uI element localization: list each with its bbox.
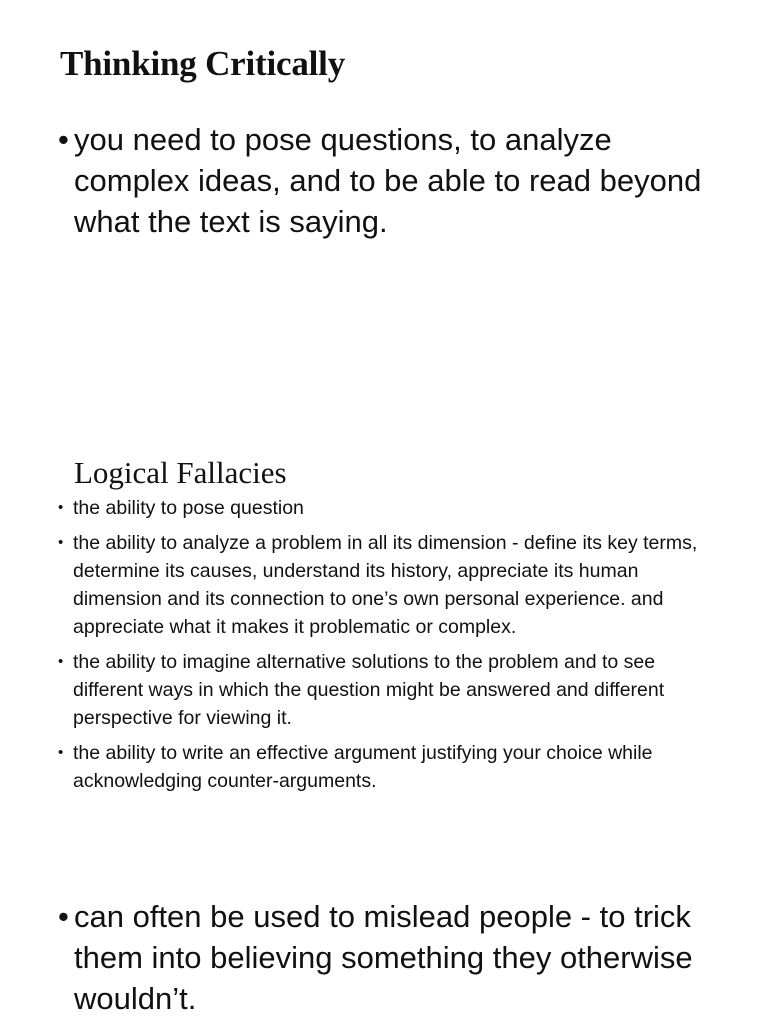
bullet-marker: • — [58, 744, 64, 761]
fallacy-bullet-list — [58, 896, 708, 1019]
fallacy-bullet-text: can often be used to mislead people - to trick them into believing something they otherwise wouldn’t. — [74, 899, 693, 1016]
bullet-marker: • — [58, 653, 64, 670]
ability-bullet-text: the ability to analyze a problem in all its dimension - define its key terms, determine its causes, understand its history, appreciate its human dimension and its connection to one’s own personal experience. and appreciate what it makes it problematic or complex. — [73, 532, 698, 638]
ability-bullet-text: the ability to imagine alternative solutions to the problem and to see different ways in which the question might be answered and different perspective for viewing it. — [73, 651, 665, 729]
ability-bullet-item — [58, 529, 708, 641]
bullet-marker: • — [58, 534, 64, 551]
bullet-marker: • — [58, 122, 69, 157]
ability-bullet-item — [58, 494, 708, 522]
ability-bullet-text: the ability to pose question — [73, 497, 304, 519]
ability-bullet-item — [58, 739, 708, 795]
bullet-marker: • — [58, 899, 69, 934]
bullet-marker: • — [58, 499, 64, 516]
fallacy-bullet-item — [58, 896, 708, 1019]
ability-bullet-item — [58, 648, 708, 732]
section-heading: Logical Fallacies — [74, 455, 287, 490]
ability-bullet-list — [58, 494, 708, 802]
intro-bullet-item — [58, 119, 708, 242]
slide-title: Thinking Critically — [60, 44, 346, 83]
ability-bullet-text: the ability to write an effective argument justifying your choice while acknowledging counter-arguments. — [73, 742, 653, 792]
intro-bullet-list — [58, 119, 708, 242]
intro-bullet-text: you need to pose questions, to analyze complex ideas, and to be able to read beyond what the text is saying. — [74, 122, 702, 239]
